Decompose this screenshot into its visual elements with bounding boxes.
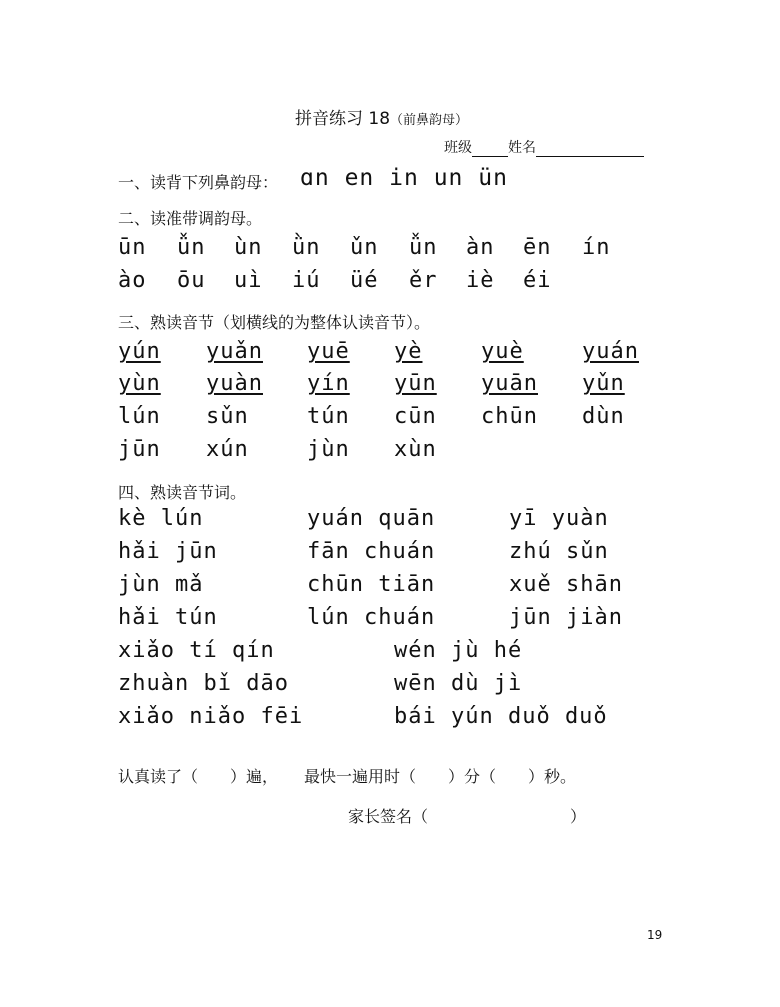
whole-syllable: yùn [118,371,161,396]
syllable: xùn [394,437,437,462]
word: lún chuán [307,605,436,630]
whole-syllable: yín [307,371,350,396]
tone-final: ēn [523,235,552,260]
word: xiǎo niǎo fēi [118,704,304,729]
word: wēn dù jì [394,671,523,696]
final-item: in [389,165,419,191]
tone-final: ěr [409,268,438,293]
word: jùn mǎ [118,572,204,597]
word: kè lún [118,506,204,531]
word: yuán quān [307,506,436,531]
read-count-line [118,764,278,787]
fastest-time-line [304,764,576,787]
class-blank[interactable] [472,142,508,157]
syllable: tún [307,404,350,429]
parent-signature [348,804,428,827]
syllable: jùn [307,437,350,462]
word: xuě shān [509,572,623,597]
section3-heading: 三、熟读音节（划横线的为整体认读音节）。 [118,313,431,332]
final-item: un [433,165,464,191]
tone-final: ùn [234,235,263,260]
tone-final: ǔn [350,235,379,260]
whole-syllable: yè [394,339,423,364]
word: hǎi tún [118,605,218,630]
name-blank[interactable] [536,142,644,157]
syllable: jūn [118,437,161,462]
tone-final: ào [118,268,147,293]
section1-heading: 一、读背下列鼻韵母： [118,173,279,192]
tone-final: ǚn [409,235,438,260]
syllable: xún [206,437,249,462]
signature-label: 家长签名（ [348,807,429,826]
whole-syllable: yún [118,339,161,364]
word: zhuàn bǐ dāo [118,671,289,696]
syllable: chūn [481,404,538,429]
syllable: cūn [394,404,437,429]
tone-final: ūn [118,235,147,260]
whole-syllable: yuǎn [206,339,263,364]
tone-final: iú [292,268,321,293]
signature-close: ） [570,807,587,826]
whole-syllable: yuè [481,339,524,364]
tone-final: ǜn [292,235,321,260]
word: wén jù hé [394,638,523,663]
word: bái yún duǒ duǒ [394,704,608,729]
whole-syllable: yuàn [206,371,263,396]
syllable: sǔn [206,404,249,429]
tone-final: iè [466,268,495,293]
whole-syllable: yǔn [582,371,625,396]
word: zhú sǔn [509,539,609,564]
word: yī yuàn [509,506,609,531]
tone-final: ǚn [177,235,206,260]
whole-syllable: yuán [582,339,639,364]
page-number: 19 [647,928,663,942]
whole-syllable: yūn [394,371,437,396]
syllable: dùn [582,404,625,429]
student-info [444,137,644,157]
read-count: 认真读了（ ）遍， [118,767,279,786]
final-item: ɑn [300,165,330,191]
word: hǎi jūn [118,539,218,564]
fastest-time: 最快一遍用时（ ）分（ ）秒。 [304,767,577,786]
tone-final: ín [582,235,611,260]
syllable: lún [118,404,161,429]
whole-syllable: yuē [307,339,350,364]
word: xiǎo tí qín [118,638,275,663]
section2-heading: 二、读准带调韵母。 [118,209,263,228]
section1 [118,170,278,193]
tone-final: éi [523,268,552,293]
word: chūn tiān [307,572,436,597]
word: jūn jiàn [509,605,623,630]
tone-final: uì [234,268,263,293]
final-item: en [344,165,375,191]
title-main: 拼音练习 18 [295,109,391,129]
section4-heading: 四、熟读音节词。 [118,483,247,502]
page-title [295,104,468,129]
tone-final: àn [466,235,495,260]
final-item: ün [478,165,508,191]
title-sub: （前鼻韵母） [390,113,469,128]
whole-syllable: yuān [481,371,538,396]
tone-final: üé [350,268,379,293]
class-label: 班级 [444,140,472,156]
name-label: 姓名 [508,140,536,156]
word: fān chuán [307,539,436,564]
tone-final: ōu [177,268,206,293]
section1-finals [300,165,508,191]
